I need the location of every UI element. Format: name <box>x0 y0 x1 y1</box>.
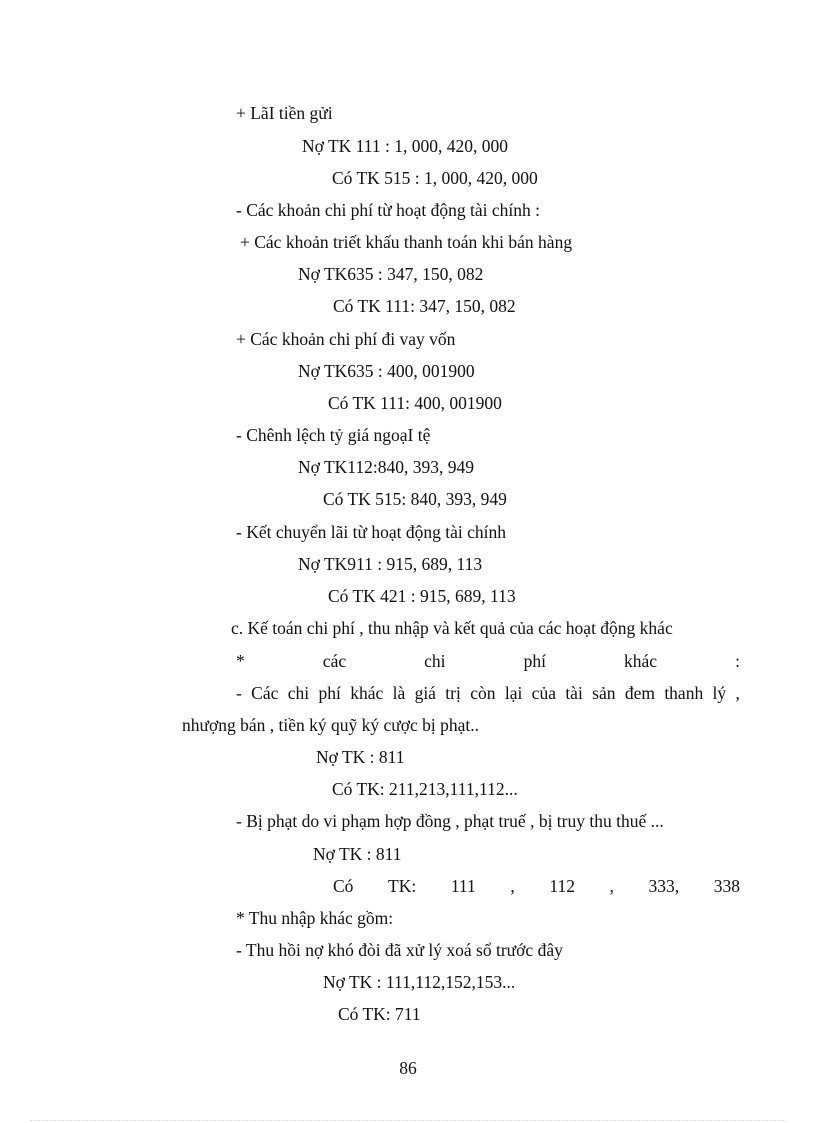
text-line: - Các khoản chi phí từ hoạt động tài chính : <box>236 200 541 220</box>
word: của <box>531 683 556 703</box>
text-line: Có TK 111: 400, 001900 <box>328 393 502 413</box>
word: sản <box>592 683 616 703</box>
word: lý <box>712 683 727 703</box>
word: , <box>510 876 515 896</box>
word: chi <box>287 683 310 703</box>
word: , <box>609 876 614 896</box>
word: 333, <box>648 876 680 896</box>
word: 112 <box>549 876 575 896</box>
text-line: nhượng bán , tiền ký quỹ ký cược bị phạt.. <box>182 715 480 735</box>
text-line: c. Kế toán chi phí , thu nhập và kết quả của các hoạt động khác <box>231 618 673 638</box>
text-line: + LãI tiền gửi <box>236 103 333 123</box>
word: khác <box>624 651 658 671</box>
text-line: - Thu hồi nợ khó đòi đã xử lý xoá sổ trước đây <box>236 940 563 960</box>
word: còn <box>470 683 496 703</box>
word: đem <box>624 683 655 703</box>
word: lại <box>504 683 523 703</box>
text-line: Nợ TK112:840, 393, 949 <box>298 457 474 477</box>
text-line: + Các khoản chi phí đi vay vốn <box>236 329 456 349</box>
text-line: - Kết chuyển lãi từ hoạt động tài chính <box>236 522 506 542</box>
word: TK: <box>388 876 417 896</box>
word: thanh <box>664 683 704 703</box>
text-line: Có TK 421 : 915, 689, 113 <box>328 586 516 606</box>
text-line: Nợ TK : 811 <box>313 844 402 864</box>
paragraph-line <box>236 682 740 704</box>
word: phí <box>523 651 546 671</box>
text-line: Có TK 515 : 1, 000, 420, 000 <box>332 168 538 188</box>
text-line: - Bị phạt do vi phạm hợp đồng , phạt truế , bị truy thu thuế ... <box>236 811 664 831</box>
text-line: Nợ TK : 111,112,152,153... <box>323 972 516 992</box>
word: tài <box>565 683 583 703</box>
entry-line <box>333 875 740 897</box>
text-line: Có TK 111: 347, 150, 082 <box>333 296 516 316</box>
word: các <box>322 651 347 671</box>
text-line: Có TK: 211,213,111,112... <box>332 779 518 799</box>
text-line: - Chênh lệch tỷ giá ngoạI tệ <box>236 425 431 445</box>
text-line: Có TK: 711 <box>338 1004 421 1024</box>
text-line: Có TK 515: 840, 393, 949 <box>323 489 507 509</box>
word: - <box>236 683 242 703</box>
word: giá <box>414 683 436 703</box>
word: trị <box>445 683 461 703</box>
word: phí <box>318 683 341 703</box>
page-number: 86 <box>399 1058 417 1078</box>
word: chi <box>424 651 446 671</box>
word: khác <box>350 683 384 703</box>
word: Có <box>333 876 354 896</box>
word: : <box>735 651 740 671</box>
word: 338 <box>713 876 740 896</box>
text-line: Nợ TK 111 : 1, 000, 420, 000 <box>302 136 508 156</box>
word: là <box>392 683 406 703</box>
text-line: Nợ TK635 : 400, 001900 <box>298 361 475 381</box>
heading-other-expenses <box>236 650 740 672</box>
page-bottom-rule <box>30 1120 786 1121</box>
word: 111 <box>450 876 476 896</box>
word: , <box>735 683 740 703</box>
text-line: Nợ TK : 811 <box>316 747 405 767</box>
text-line: Nợ TK911 : 915, 689, 113 <box>298 554 483 574</box>
word: Các <box>251 683 279 703</box>
word: * <box>236 651 245 671</box>
text-line: Nợ TK635 : 347, 150, 082 <box>298 264 484 284</box>
text-line: * Thu nhập khác gồm: <box>236 908 394 928</box>
text-line: + Các khoản triết khấu thanh toán khi bán hàng <box>240 232 573 252</box>
